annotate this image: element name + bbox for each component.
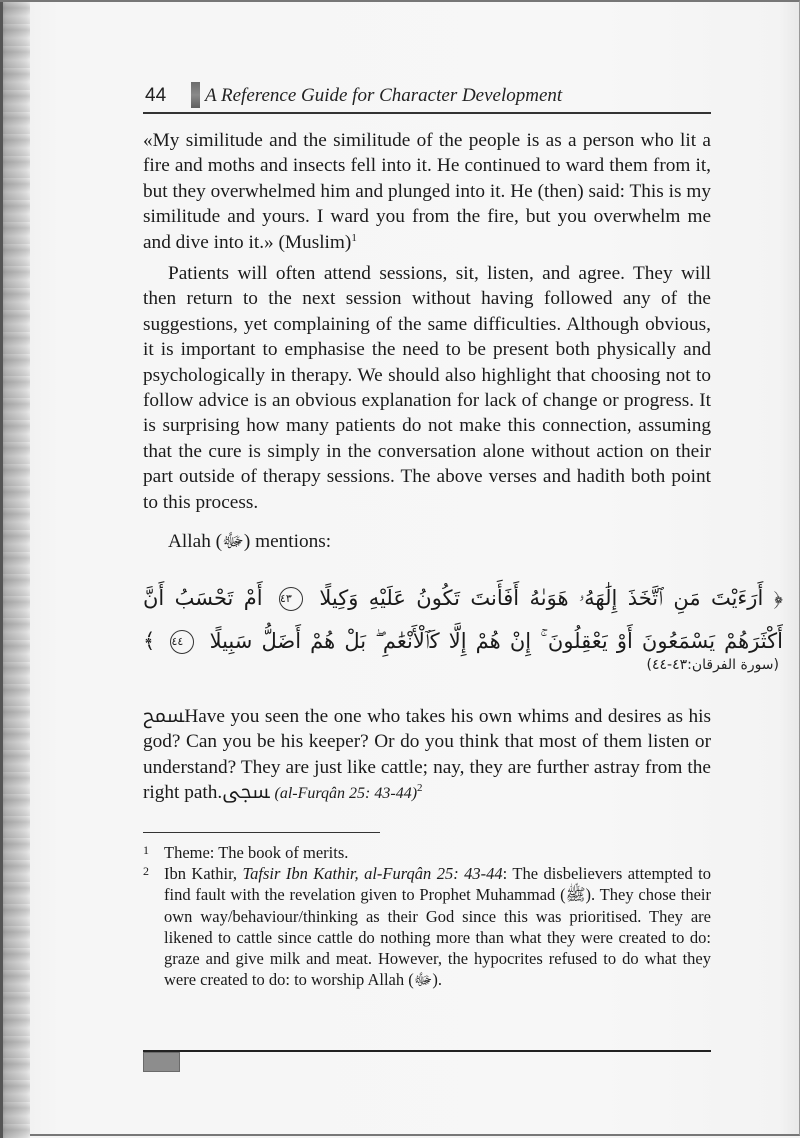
ayah-number-marker: ٤٣ — [279, 587, 303, 611]
footnote-2 — [143, 863, 711, 990]
verse-reference: (al-Furqân 25: 43-44) — [274, 785, 418, 803]
header-decorative-bar — [191, 82, 200, 108]
footnote-ref-1[interactable]: 1 — [351, 231, 357, 244]
footnote-lead: Ibn Kathir, — [164, 864, 243, 884]
book-binding-edge — [0, 2, 30, 1138]
quran-line-1 — [143, 577, 783, 620]
footnotes — [143, 842, 711, 990]
footnote-number: 1 — [143, 843, 149, 857]
verse-translation — [143, 704, 711, 807]
quran-line-1-tail: أَمْ تَحْسَبُ أَنَّ — [143, 586, 263, 610]
hadith-text: «My similitude and the similitude of the people is as a person who lit a fire and moths and insects fell into it. He continued to ward them from it, but they overwhelmed him and plunged into it. He (then) said: This is my similitude and yours. I ward you from the fire, but you overwhelm me and dive into it.» (Muslim) — [143, 130, 711, 253]
open-bracket-icon: ﵟ — [143, 706, 185, 727]
translation-text: Have you seen the one who takes his own whims and desires as his god? Can you be his keeper? Or do you think that most of them listen or understand? They are just like cattle; nay, they are further astray from the right path. — [143, 706, 711, 804]
verse-intro: Allah (ﷻ) mentions: — [168, 531, 332, 552]
commentary-paragraph: Patients will often attend sessions, sit, listen, and agree. They will then return to the next session without having followed any of the suggestions, yet complaining of the same difficulties. Although obvious, it is important to emphasise the need to be present both physically and psychologically in therapy. We should also highlight that choosing not to follow advice is an obvious explanation for lack of change or progress. It is surprising how many patients do not make this connection, assuming that the cure is simply in the conversation alone without action on their part outside of therapy sessions. The above verses and hadith both point to this process. — [143, 263, 711, 513]
quran-line-2-text: أَكْثَرَهُمْ يَسْمَعُونَ أَوْ يَعْقِلُونَ ۚ إِنْ هُمْ إِلَّا كَٱلْأَنْعَٰمِ ۖ بَلْ هُمْ أَضَلُّ سَبِيلًا — [209, 629, 783, 653]
footnote-text: : The disbelievers attempted to find fault with the revelation given to Prophet Muhammad (ﷺ). They chose their own way/behaviour/thinking as their God since this was prioritised. They are likened to cattle since cattle do nothing more than what they were created to do: graze and give milk and meat. However, the hypocrites refused to do what they were created to do: to worship Allah (ﷻ). — [164, 864, 712, 990]
body-text — [143, 128, 711, 515]
ayah-number-marker: ٤٤ — [170, 630, 194, 654]
footer-decorative-block — [143, 1052, 180, 1072]
scan-border — [0, 2, 3, 1138]
page-number: 44 — [145, 85, 167, 106]
footnote-text: Theme: The book of merits. — [164, 843, 349, 862]
footnote-number: 2 — [143, 864, 149, 879]
footnote-separator — [143, 832, 380, 833]
footer-rule — [143, 1050, 711, 1052]
footnote-1 — [143, 842, 711, 863]
close-bracket-icon: ﵞ — [222, 782, 270, 804]
hadith-paragraph — [143, 128, 711, 255]
quran-line-1-text: ﴿ أَرَءَيْتَ مَنِ ٱتَّخَذَ إِلَٰهَهُۥ هَوَىٰهُ أَفَأَنتَ تَكُونُ عَلَيْهِ وَكِيلًا — [319, 586, 783, 610]
footnote-source-title: Tafsir Ibn Kathir, al-Furqân 25: 43-44 — [242, 864, 503, 884]
footnote-ref-2[interactable]: 2 — [417, 782, 423, 795]
header-rule — [143, 112, 711, 114]
quran-closing-bracket: ﴾ — [143, 629, 156, 653]
running-header — [143, 82, 711, 112]
surah-reference: (سورة الفرقان:٤٣-٤٤) — [646, 657, 779, 673]
quran-verse-arabic — [143, 577, 783, 663]
running-title: A Reference Guide for Character Development — [205, 85, 563, 106]
